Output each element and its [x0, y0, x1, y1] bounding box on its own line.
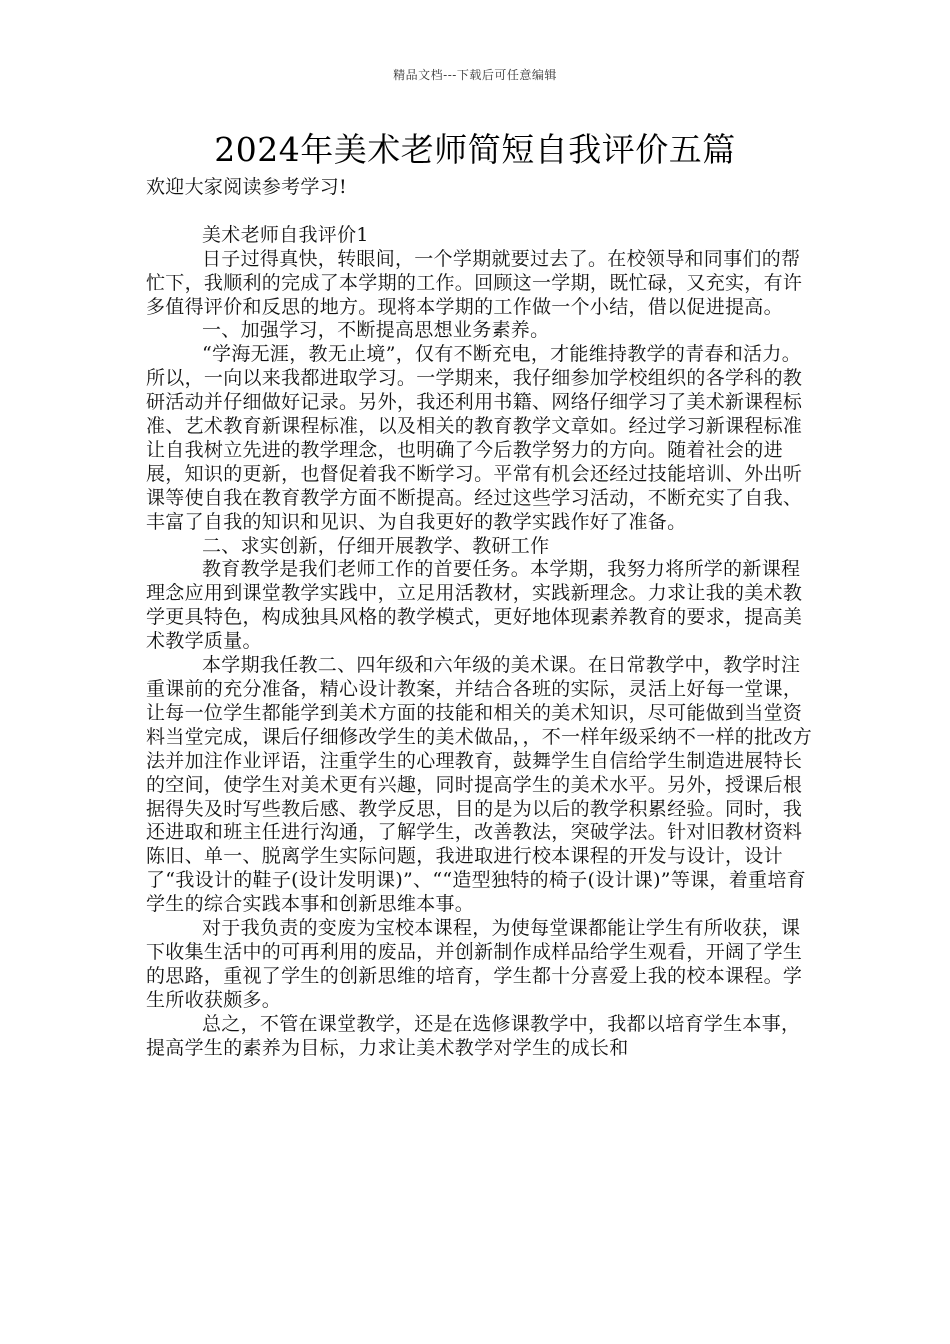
- paragraph: 对于我负责的变废为宝校本课程，为使每堂课都能让学生有所收获，课下收集生活中的可再利用的废品，并创新制作成样品给学生观看，开阔了学生的思路，重视了学生的创新思维的培育，学生都十分喜爱上我的校本课程。学生所收获颇多。: [146, 917, 803, 1011]
- document-body: [146, 176, 818, 1061]
- header-note: 精品文档---下载后可任意编辑: [393, 68, 557, 82]
- paragraph: 日子过得真快，转眼间，一个学期就要过去了。在校领导和同事们的帮忙下，我顺利的完成了本学期的工作。回顾这一学期，既忙碌，又充实，有许多值得评价和反思的地方。现将本学期的工作做一个小结，借以促进提高。: [146, 247, 803, 318]
- paragraph: 教育教学是我们老师工作的首要任务。本学期，我努力将所学的新课程理念应用到课堂教学实践中，立足用活教材，实践新理念。力求让我的美术教学更具特色，构成独具风格的教学模式，更好地体现素养教育的要求，提高美术教学质量。: [146, 558, 803, 653]
- welcome-line: 欢迎大家阅读参考学习!: [146, 176, 347, 198]
- paragraph: 本学期我任教二、四年级和六年级的美术课。在日常教学中，教学时注重课前的充分准备，精心设计教案，并结合各班的实际，灵活上好每一堂课，让每一位学生都能学到美术方面的技能和相关的美术知识，尽可能做到当堂资料当堂完成，课后仔细修改学生的美术做品，，不一样年级采纳不一样的批改方法并加注作业评语，注重学生的心理教育，鼓舞学生自信给学生制造进展特长的空间，使学生对美术更有兴趣，同时提高学生的美术水平。另外，授课后根据得失及时写些教后感、教学反思，目的是为以后的教学积累经验。同时，我还进取和班主任进行沟通，了解学生，改善教法，突破学法。针对旧教材资料陈旧、单一、脱离学生实际问题，我进取进行校本课程的开发与设计，设计了“我设计的鞋子(设计发明课)”、““造型独特的椅子(设计课)”等课，着重培育学生的综合实践本事和创新思维本事。: [146, 654, 813, 916]
- subheading: 二、求实创新，仔细开展教学、教研工作: [202, 534, 550, 557]
- section-heading: 美术老师自我评价1: [202, 223, 369, 246]
- paragraph: “学海无涯，教无止境”，仅有不断充电，才能维持教学的青春和活力。所以，一向以来我都进取学习。一学期来，我仔细参加学校组织的各学科的教研活动并仔细做好记录。另外，我还利用书籍、网络仔细学习了美术新课程标准、艺术教育新课程标准，以及相关的教育教学文章如。经过学习新课程标准让自我树立先进的教学理念，也明确了今后教学努力的方向。随着社会的进展，知识的更新，也督促着我不断学习。平常有机会还经过技能培训、外出听课等使自我在教育教学方面不断提高。经过这些学习活动，不断充实了自我、丰富了自我的知识和见识、为自我更好的教学实践作好了准备。: [146, 343, 803, 533]
- paragraph: 总之，不管在课堂教学，还是在选修课教学中，我都以培育学生本事，提高学生的素养为目标，力求让美术教学对学生的成长和: [146, 1012, 801, 1059]
- subheading: 一、加强学习，不断提高思想业务素养。: [202, 319, 550, 342]
- document-title: 2024年美术老师简短自我评价五篇: [214, 130, 736, 169]
